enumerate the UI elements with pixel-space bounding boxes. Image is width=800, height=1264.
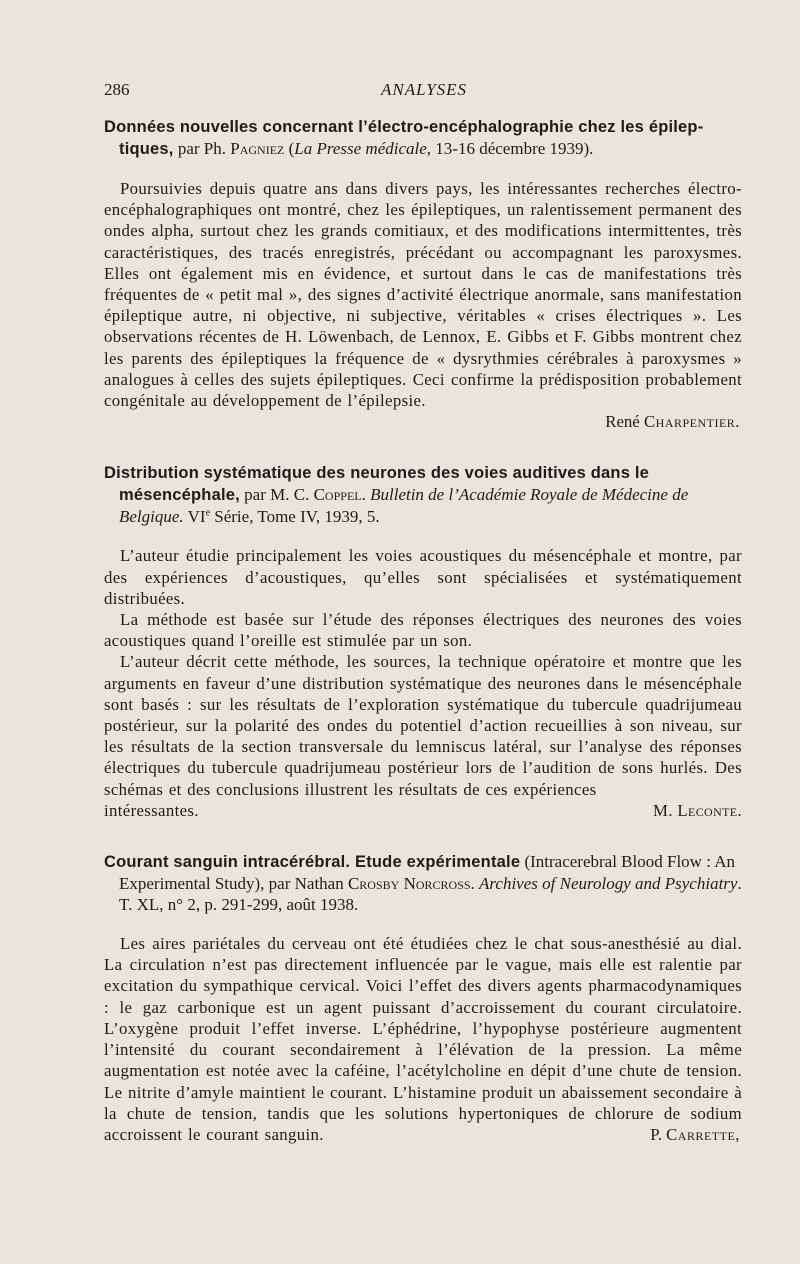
- series-number: VI: [183, 507, 206, 527]
- journal-name: La Presse médicale: [294, 139, 427, 158]
- journal-name: Bulletin de l’Académie Royale de Médecine de Belgique.: [119, 485, 689, 527]
- reviewer-first-name: M.: [653, 800, 678, 820]
- reviewer-first-name: P.: [650, 1125, 667, 1145]
- page-number: 286: [104, 80, 130, 99]
- article-reference: [104, 116, 742, 160]
- article-subtitle: (Intracerebral Blood Flow : An Experimental Study), par Nathan: [119, 852, 736, 894]
- reference-separator: .: [470, 874, 480, 894]
- journal-name: Archives of Neurology and Psychiatry: [479, 874, 738, 894]
- article-title: Données nouvelles concernant l’électro-encéphalographie chez les épilep-tiques,: [104, 118, 704, 158]
- reviewer-first-name: René: [605, 412, 644, 432]
- reviewer-last-name: Charpentier.: [643, 412, 740, 432]
- article-paragraph: L’auteur étudie principalement les voies acoustiques du mésencéphale et montre, par des expériences d’acoustiques, qu’elles sont spécialisées et systématiquement distribuées.: [104, 546, 742, 608]
- page-header: [104, 80, 744, 104]
- reviewer-last-name: Leconte.: [677, 800, 742, 820]
- review-article-cerebral-blood-flow: [104, 851, 742, 1145]
- reference-separator: (: [284, 139, 295, 158]
- article-title: Courant sanguin intracérébral. Etude expérimentale: [104, 853, 521, 872]
- closing-line: [104, 800, 742, 821]
- review-article-auditory-neurons: [104, 462, 742, 821]
- reference-by: par Ph.: [173, 139, 231, 158]
- review-article-eeg: [104, 116, 742, 432]
- reference-details: . T. XL, n° 2, p. 291-299, août 1938.: [119, 874, 742, 915]
- running-title: ANALYSES: [380, 80, 468, 99]
- reference-by: par M. C.: [239, 485, 314, 505]
- page-content: [104, 116, 742, 1145]
- article-author: Pagniez: [230, 139, 285, 158]
- series-superscript: e: [205, 507, 211, 519]
- article-reference: [104, 851, 742, 915]
- reviewer-signature: [653, 800, 742, 821]
- article-paragraph: Poursuivies depuis quatre ans dans divers pays, les intéressantes recherches électro-encéphalographiques ont montré, chez les épileptiques, un ralentissement permanent des ondes alpha, surtout chez les grands comitiaux, et des modifications intermittentes, très caractéristiques, des tracés enregistrés, précédant ou accompagnant les paroxysmes. Elles ont également mis en évidence, et surtout dans le cas de manifestations très fréquentes de « petit mal », des signes d’activité électrique anormale, sans manifestation épileptique autre, ni objective, ni subjective, véritables « crises électriques ». Les observations récentes de H. Löwenbach, de Lennox, E. Gibbs et F. Gibbs montrent chez les parents des épileptiques la fréquence de « dysrythmies cérébrales à paroxysmes » analogues à celles des sujets épileptiques. Ceci confirme la prédisposition probablement congénitale au développement de l’épilepsie.: [104, 179, 742, 411]
- article-paragraph: Les aires pariétales du cerveau ont été étudiées chez le chat sous-anesthésié au dial. La circulation n’est pas directement influencée par le vague, mais elle est ralentie par excitation du sympathique cervical. Voici l’effet des divers agents pharmacodynamiques : le gaz carbonique est un agent puissant d’accroissement du courant circulatoire. L’oxygène produit l’effet inverse. L’éphédrine, l’hypophyse postérieure augmentent l’intensité du courant secondairement à l’élévation de la pression. La même augmentation est notée avec la caféine, l’acétylcholine en dépit d’une chute de tension. Le nitrite d’amyle maintient le courant. L’histamine produit un abaissement secondaire à la chute de tension, tandis que les solutions hypertoniques de chlorure de sodium accroissent le courant sanguin.: [104, 934, 742, 1144]
- reviewer-signature: [104, 411, 742, 432]
- reference-details: , 13-16 décembre 1939).: [426, 139, 594, 158]
- reference-separator: .: [361, 485, 371, 505]
- article-author: Crosby Norcross: [347, 874, 471, 894]
- article-paragraph: La méthode est basée sur l’étude des réponses électriques des neurones des voies acoustiques quand l’oreille est stimulée par un son.: [104, 610, 742, 651]
- article-author: Coppel: [313, 485, 362, 505]
- reviewer-last-name: Carrette,: [666, 1125, 740, 1145]
- article-title: Distribution systématique des neurones des voies auditives dans le mésencéphale,: [104, 464, 650, 505]
- reference-details: Série, Tome IV, 1939, 5.: [210, 507, 380, 527]
- paragraph-last-line: intéressantes.: [104, 800, 199, 820]
- article-paragraph: L’auteur décrit cette méthode, les sources, la technique opératoire et montre que les arguments en faveur d’une distribution systématique des neurones dans le mésencéphale sont basés : sur les résultats de l’exploration systématique du tubercule quadrijumeau postérieur, sur la polarité des ondes du potentiel d’action recueillies à son niveau, sur les résultats de la section transversale du lemniscus latéral, sur l’analyse des réponses électriques du tubercule quadrijumeau postérieur lors de l’audition de sons hurlés. Des schémas et des conclusions illustrent les résultats de ces expériences: [104, 652, 742, 799]
- article-reference: [104, 462, 742, 527]
